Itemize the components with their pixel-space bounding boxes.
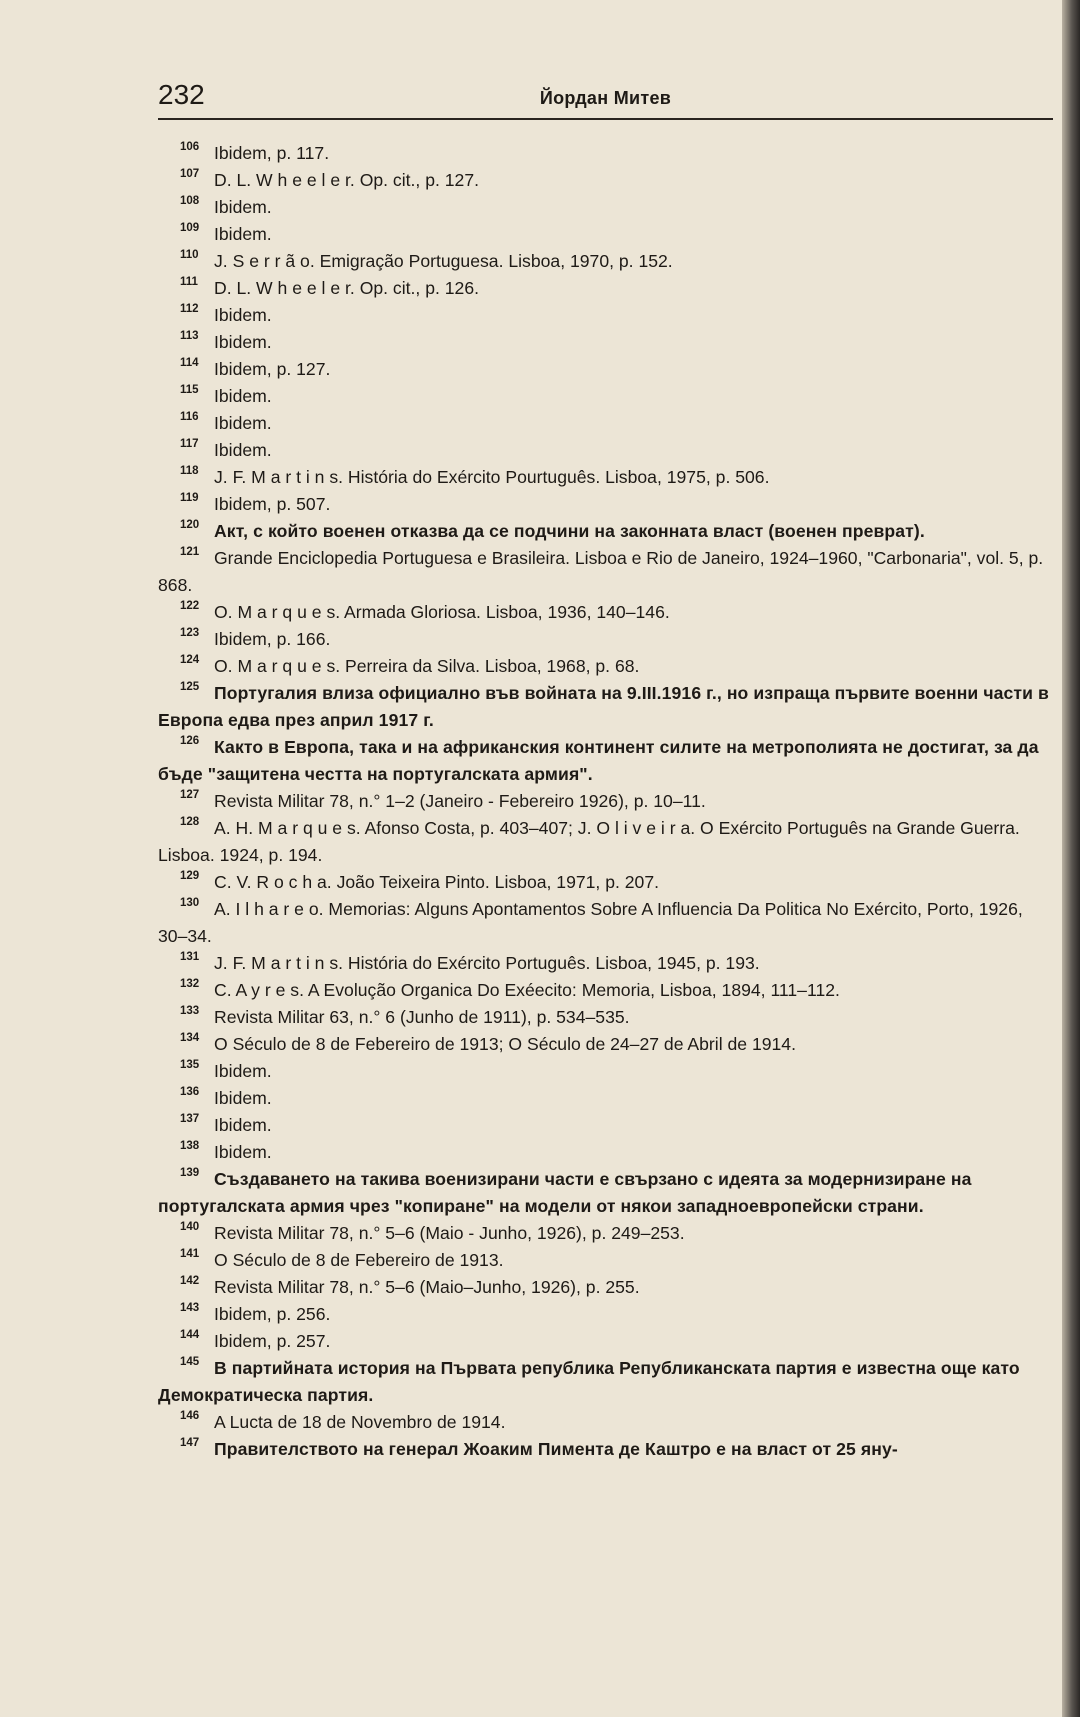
endnote-121 [158,545,1053,599]
endnote-number: 133 [180,1005,200,1017]
endnote-129 [158,869,1053,896]
endnote-text: Ibidem. [214,1061,272,1081]
endnote-text: D. L. W h e e l e r. Op. cit., p. 126. [214,278,479,298]
endnote-text: Акт, с който военен отказва да се подчини на законната власт (военен преврат). [214,521,925,541]
endnote-text: O. M a r q u e s. Perreira da Silva. Lisboa, 1968, p. 68. [214,656,640,676]
endnote-text: Ibidem, p. 507. [214,494,331,514]
endnote-text: Ibidem. [214,1115,272,1135]
endnote-134 [158,1031,1053,1058]
endnote-number: 126 [180,735,200,747]
endnote-text: Ibidem, p. 127. [214,359,331,379]
endnote-number: 138 [180,1140,200,1152]
endnote-text: Revista Militar 78, n.° 5–6 (Maio–Junho, 1926), p. 255. [214,1277,640,1297]
endnote-number: 131 [180,951,200,963]
endnotes-list [158,140,1053,1463]
endnote-127 [158,788,1053,815]
endnote-text: A. H. M a r q u e s. Afonso Costa, p. 403–407; J. O l i v e i r a. O Exército Português na Grande Guerra. Lisboa. 1924, p. 194. [158,818,1020,865]
endnote-text: O Século de 8 de Febereiro de 1913. [214,1250,504,1270]
endnote-number: 122 [180,600,200,612]
endnote-number: 145 [180,1356,200,1368]
endnote-text: Revista Militar 78, n.° 1–2 (Janeiro - Febereiro 1926), p. 10–11. [214,791,706,811]
endnote-text: Ibidem. [214,197,272,217]
endnote-108 [158,194,1053,221]
endnote-text: C. V. R o c h a. João Teixeira Pinto. Lisboa, 1971, p. 207. [214,872,660,892]
endnote-number: 139 [180,1167,200,1179]
endnote-number: 113 [180,330,199,342]
endnote-132 [158,977,1053,1004]
endnote-number: 121 [180,546,200,558]
endnote-text: O. M a r q u e s. Armada Gloriosa. Lisboa, 1936, 140–146. [214,602,670,622]
endnote-text: Ibidem. [214,440,272,460]
endnote-number: 135 [180,1059,200,1071]
endnote-text: Ibidem. [214,413,272,433]
endnote-number: 143 [180,1302,200,1314]
endnote-text: Ibidem. [214,1142,272,1162]
endnote-106 [158,140,1053,167]
endnote-number: 115 [180,384,199,396]
endnote-text: В партийната история на Първата република Републиканската партия е известна още като Демократическа партия. [158,1358,1020,1405]
endnote-110 [158,248,1053,275]
endnote-number: 111 [180,276,198,288]
endnote-number: 116 [180,411,199,423]
endnote-text: J. F. M a r t i n s. História do Exército Português. Lisboa, 1945, p. 193. [214,953,760,973]
endnote-text: Ibidem. [214,305,272,325]
endnote-111 [158,275,1053,302]
endnote-text: Ibidem. [214,1088,272,1108]
endnote-number: 107 [180,168,200,180]
endnote-139 [158,1166,1053,1220]
endnote-text: C. A y r e s. A Evolução Organica Do Exéecito: Memoria, Lisboa, 1894, 111–112. [214,980,840,1000]
endnote-text: Revista Militar 63, n.° 6 (Junho de 1911), p. 534–535. [214,1007,630,1027]
endnote-120 [158,518,1053,545]
endnote-number: 137 [180,1113,200,1125]
endnote-number: 117 [180,438,199,450]
endnote-text: Ibidem, p. 256. [214,1304,331,1324]
endnote-text: Ibidem. [214,332,272,352]
endnote-number: 118 [180,465,199,477]
running-head-author: Йордан Митев [539,88,672,108]
endnote-text: A. I l h a r e o. Memorias: Alguns Apontamentos Sobre A Influencia Da Politica No Exército, Porto, 1926, 30–34. [158,899,1023,946]
endnote-138 [158,1139,1053,1166]
endnote-number: 106 [180,141,200,153]
endnote-number: 146 [180,1410,200,1422]
endnote-text: Ibidem. [214,386,272,406]
endnote-text: J. S e r r ã o. Emigração Portuguesa. Lisboa, 1970, p. 152. [214,251,673,271]
endnote-number: 128 [180,816,200,828]
endnote-text: D. L. W h e e l e r. Op. cit., p. 127. [214,170,479,190]
endnote-number: 136 [180,1086,200,1098]
endnote-number: 142 [180,1275,200,1287]
endnote-text: Както в Европа, така и на африканския континент силите на метрополията не достигат, за да бъде "защитена честта на португалската армия". [158,737,1039,784]
endnote-text: Ibidem, p. 257. [214,1331,331,1351]
endnote-number: 125 [180,681,200,693]
endnote-number: 141 [180,1248,200,1260]
endnote-130 [158,896,1053,950]
endnote-115 [158,383,1053,410]
endnote-124 [158,653,1053,680]
endnote-text: Ibidem, p. 166. [214,629,331,649]
endnote-text: Португалия влиза официално във войната на 9.III.1916 г., но изпраща първите военни части в Европа едва през април 1917 г. [158,683,1049,730]
endnote-109 [158,221,1053,248]
endnote-text: Ibidem. [214,224,272,244]
endnote-123 [158,626,1053,653]
endnote-146 [158,1409,1053,1436]
endnote-number: 140 [180,1221,200,1233]
endnote-number: 114 [180,357,199,369]
endnote-114 [158,356,1053,383]
endnote-text: Ibidem, p. 117. [214,143,330,163]
book-binding-edge [1062,0,1080,1717]
endnote-text: A Lucta de 18 de Novembro de 1914. [214,1412,506,1432]
endnote-number: 119 [180,492,199,504]
endnote-number: 108 [180,195,200,207]
endnote-125 [158,680,1053,734]
endnote-113 [158,329,1053,356]
endnote-number: 132 [180,978,200,990]
endnote-107 [158,167,1053,194]
endnote-133 [158,1004,1053,1031]
endnote-118 [158,464,1053,491]
endnote-116 [158,410,1053,437]
endnote-text: Grande Enciclopedia Portuguesa e Brasileira. Lisboa e Rio de Janeiro, 1924–1960, "Carbonaria", vol. 5, p. 868. [158,548,1044,595]
endnote-number: 124 [180,654,200,666]
endnote-142 [158,1274,1053,1301]
endnote-text: O Século de 8 de Febereiro de 1913; O Século de 24–27 de Abril de 1914. [214,1034,796,1054]
endnote-number: 144 [180,1329,200,1341]
endnote-135 [158,1058,1053,1085]
endnote-144 [158,1328,1053,1355]
endnote-117 [158,437,1053,464]
endnote-119 [158,491,1053,518]
endnote-number: 123 [180,627,200,639]
endnote-136 [158,1085,1053,1112]
endnote-number: 147 [180,1437,200,1449]
endnote-number: 127 [180,789,200,801]
endnote-147 [158,1436,1053,1463]
endnote-140 [158,1220,1053,1247]
endnote-126 [158,734,1053,788]
endnote-text: Revista Militar 78, n.° 5–6 (Maio - Junho, 1926), p. 249–253. [214,1223,685,1243]
endnote-number: 112 [180,303,199,315]
endnote-141 [158,1247,1053,1274]
endnote-122 [158,599,1053,626]
endnote-137 [158,1112,1053,1139]
endnote-text: Правителството на генерал Жоаким Пимента де Каштро е на власт от 25 яну- [214,1439,898,1459]
endnote-143 [158,1301,1053,1328]
endnote-number: 130 [180,897,200,909]
endnote-number: 129 [180,870,200,882]
endnote-number: 120 [180,519,200,531]
page-header [158,78,1053,120]
endnote-text: J. F. M a r t i n s. História do Exército Pourtuguês. Lisboa, 1975, p. 506. [214,467,770,487]
endnote-131 [158,950,1053,977]
endnote-128 [158,815,1053,869]
endnote-number: 110 [180,249,199,261]
endnote-number: 109 [180,222,200,234]
page-number: 232 [158,79,205,110]
endnote-text: Създаването на такива военизирани части е свързано с идеята за модернизиране на португалската армия чрез "копиране" на модели от някои западноевропейски страни. [158,1169,972,1216]
endnote-112 [158,302,1053,329]
endnote-number: 134 [180,1032,200,1044]
endnote-145 [158,1355,1053,1409]
